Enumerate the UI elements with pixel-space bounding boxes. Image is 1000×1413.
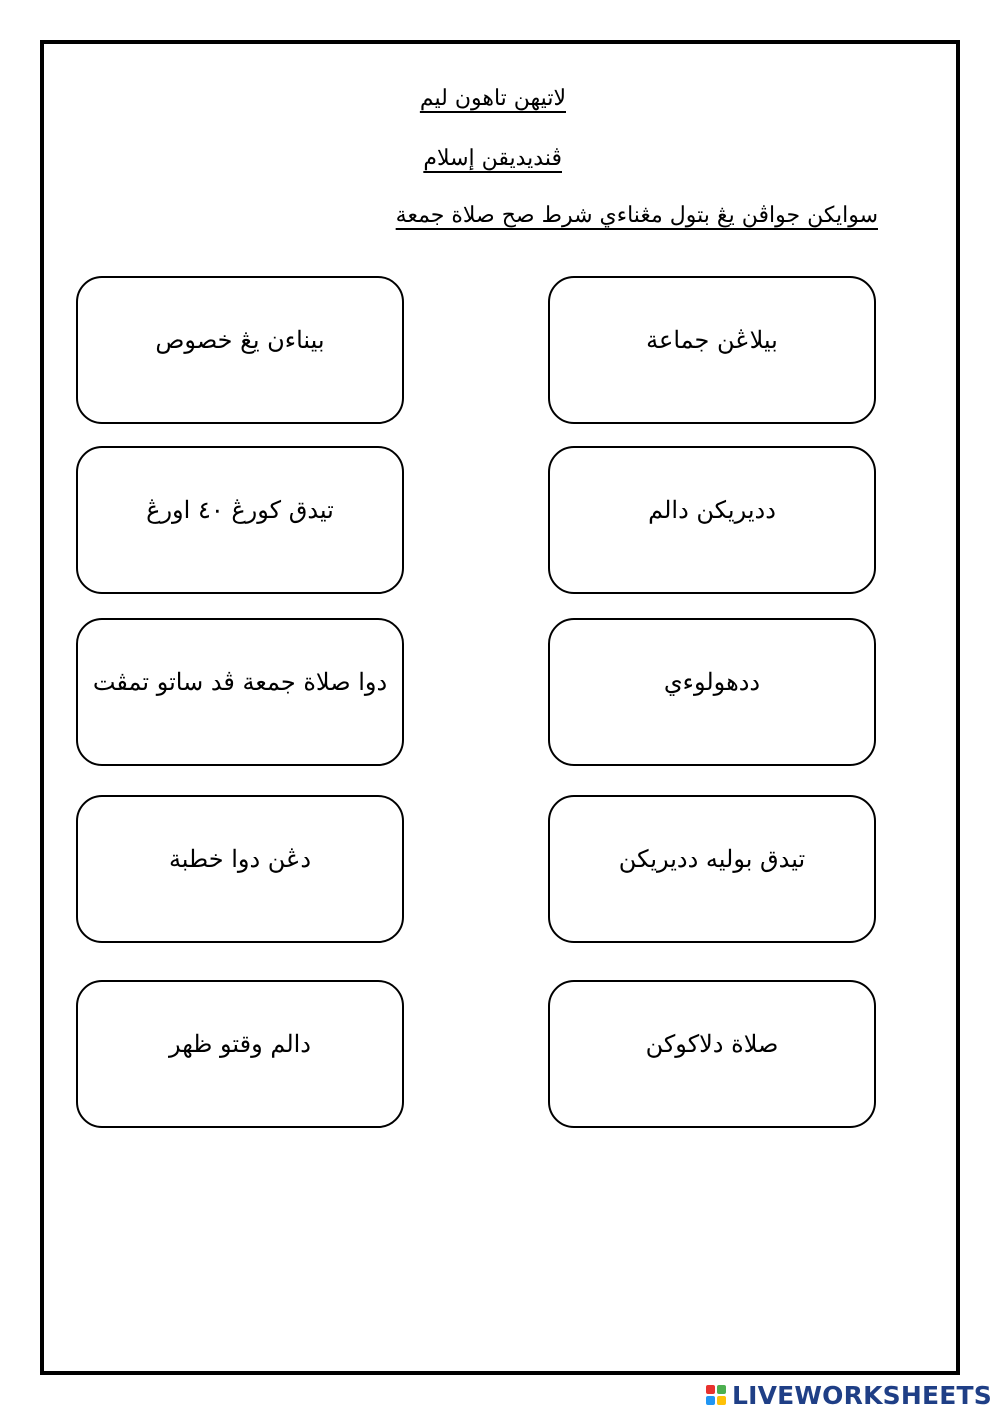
logo-square-yellow [717,1396,726,1405]
left-card[interactable] [76,795,404,943]
right-card-text: ددهولوءي [663,668,761,696]
left-card-text: دڠن دوا خطبة [168,845,312,873]
logo-grid-icon [706,1385,726,1405]
right-card[interactable] [548,276,876,424]
brand-name: LIVEWORKSHEETS [731,1380,992,1410]
right-card[interactable] [548,446,876,594]
left-card[interactable] [76,446,404,594]
left-card[interactable] [76,618,404,766]
worksheet-subject: ڤنديديقن إسلام [423,146,562,171]
right-card-text: بيلاڠن جماعة [646,326,778,354]
right-card[interactable] [548,795,876,943]
liveworksheets-logo[interactable] [706,1378,992,1412]
left-card-text: تيدق كورڠ ٤٠ اورڠ [146,496,334,524]
right-card[interactable] [548,618,876,766]
right-card-text: صلاة دلاكوكن [645,1030,779,1058]
left-card-text: دالم وقتو ظهر [168,1030,311,1058]
logo-square-red [706,1385,715,1394]
left-card[interactable] [76,980,404,1128]
right-card-text: دديريكن دالم [648,496,776,524]
left-card-text: بيناءن يڠ خصوص [155,326,325,354]
logo-square-green [717,1385,726,1394]
worksheet-title: لاتيهن تاهون ليم [419,86,566,111]
logo-square-blue [706,1396,715,1405]
worksheet-instruction: سوايكن جواڤن يڠ بتول مڠناءي شرط صح صلاة جمعة [395,203,878,228]
right-card-text: تيدق بوليه دديريكن [618,845,806,873]
left-card-text: دوا صلاة جمعة ڤد ساتو تمڤت [92,668,388,696]
right-card[interactable] [548,980,876,1128]
left-card[interactable] [76,276,404,424]
